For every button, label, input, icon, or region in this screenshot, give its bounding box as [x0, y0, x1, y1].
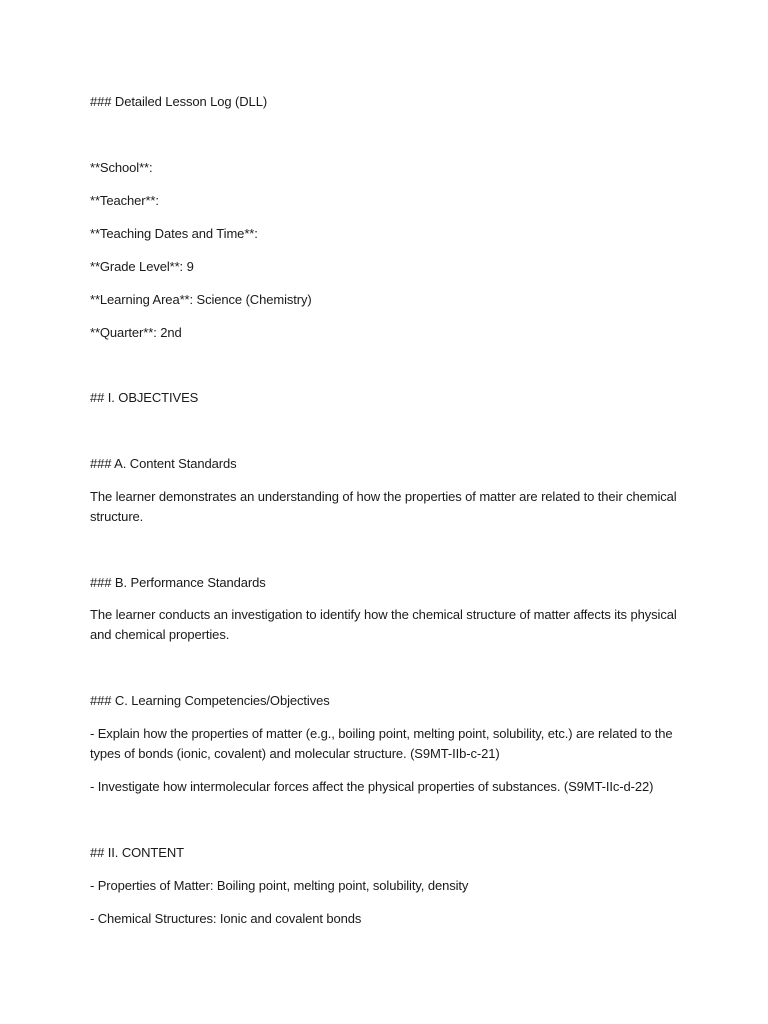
content-heading: ## II. CONTENT: [90, 845, 184, 860]
competencies-heading: ### C. Learning Competencies/Objectives: [90, 693, 330, 708]
meta-teacher: **Teacher**:: [90, 193, 159, 208]
meta-school: **School**:: [90, 160, 153, 175]
content-standards-text: The learner demonstrates an understanding of how the properties of matter are related to their chemical structure.: [90, 489, 677, 524]
performance-standards-heading: ### B. Performance Standards: [90, 575, 266, 590]
competency-item: - Investigate how intermolecular forces affect the physical properties of substances. (S9MT-IIc-d-22): [90, 779, 654, 794]
meta-grade: **Grade Level**: 9: [90, 259, 194, 274]
objectives-heading: ## I. OBJECTIVES: [90, 390, 199, 405]
performance-standards-text: The learner conducts an investigation to identify how the chemical structure of matter affects its physical and chemical properties.: [90, 607, 677, 642]
meta-quarter: **Quarter**: 2nd: [90, 325, 182, 340]
content-item: - Properties of Matter: Boiling point, melting point, solubility, density: [90, 878, 469, 893]
meta-learning-area: **Learning Area**: Science (Chemistry): [90, 292, 312, 307]
competency-item: - Explain how the properties of matter (e.g., boiling point, melting point, solubility, etc.) are related to the types of bonds (ionic, covalent) and molecular structure. (S9MT-IIb-c-21): [90, 726, 673, 761]
meta-dates: **Teaching Dates and Time**:: [90, 226, 258, 241]
document-title: ### Detailed Lesson Log (DLL): [90, 94, 268, 109]
content-item: - Chemical Structures: Ionic and covalent bonds: [90, 911, 362, 926]
content-standards-heading: ### A. Content Standards: [90, 456, 237, 471]
